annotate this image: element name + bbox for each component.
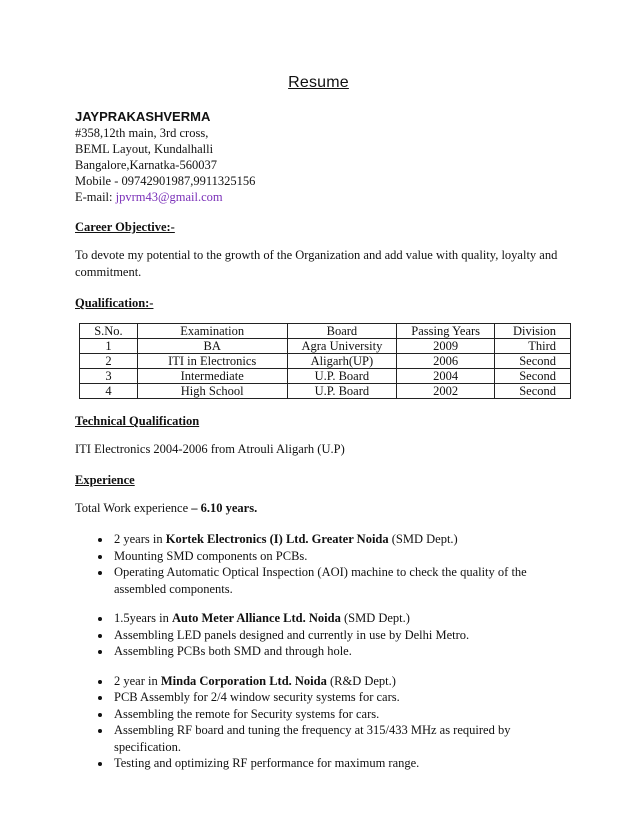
list-item: [112, 531, 562, 548]
department: (SMD Dept.): [388, 532, 458, 546]
list-item: • PCB Assembly for 2/4 window security systems for cars.: [112, 689, 562, 706]
table-cell: Second: [495, 369, 571, 384]
lead-text: 2 years in: [114, 532, 166, 546]
qualification-table: [79, 323, 571, 399]
table-cell: 2004: [397, 369, 495, 384]
page-title: Resume: [288, 74, 349, 91]
company-name: Minda Corporation Ltd. Noida: [160, 673, 327, 688]
total-experience-value: – 6.10 years.: [191, 501, 258, 515]
table-cell: Intermediate: [137, 369, 287, 384]
department: (SMD Dept.): [340, 611, 410, 625]
table-cell: High School: [137, 384, 287, 399]
table-row: [80, 384, 571, 399]
table-cell: ITI in Electronics: [137, 354, 287, 369]
table-cell: 4: [80, 384, 138, 399]
table-cell: Third: [495, 339, 571, 354]
technical-qualification-text: ITI Electronics 2004-2006 from Atrouli Aligarh (U.P): [75, 442, 345, 456]
table-cell: Aligarh(UP): [287, 354, 397, 369]
table-cell: U.P. Board: [287, 369, 397, 384]
contact-block: [75, 109, 562, 205]
table-cell: 2002: [397, 384, 495, 399]
total-experience: [75, 500, 562, 517]
list-item: • Testing and optimizing RF performance for maximum range.: [112, 755, 562, 772]
lead-text: 2 year in: [114, 673, 161, 688]
column-header: S.No.: [80, 324, 138, 339]
list-item: [112, 610, 562, 627]
lead-text: 1.5years in: [114, 611, 172, 625]
table-row: [80, 339, 571, 354]
experience-list-autometer: [75, 610, 562, 660]
table-row: [80, 369, 571, 384]
table-cell: 2009: [397, 339, 495, 354]
table-cell: 3: [80, 369, 138, 384]
career-objective-heading: Career Objective:-: [75, 220, 175, 234]
list-item: [112, 673, 562, 690]
list-item: • Assembling the remote for Security systems for cars.: [112, 706, 562, 723]
candidate-name: JAYPRAKASHVERMA: [75, 109, 211, 124]
email-label: E-mail:: [75, 190, 116, 204]
email-line: [75, 189, 562, 205]
column-header: Passing Years: [397, 324, 495, 339]
company-name: Auto Meter Alliance Ltd. Noida: [171, 611, 341, 625]
table-cell: U.P. Board: [287, 384, 397, 399]
table-cell: Agra University: [287, 339, 397, 354]
career-objective-text: To devote my potential to the growth of the Organization and add value with quality, loyalty and commitment.: [75, 248, 558, 279]
column-header: Division: [495, 324, 571, 339]
department: (R&D Dept.): [326, 673, 396, 688]
resume-page: [75, 74, 562, 772]
list-item: • Assembling PCBs both SMD and through hole.: [112, 643, 562, 660]
address-line: Bangalore,Karnatka-560037: [75, 158, 217, 172]
list-item: • Operating Automatic Optical Inspection (AOI) machine to check the quality of the assembled components.: [112, 564, 562, 597]
company-name: Kortek Electronics (I) Ltd. Greater Noida: [165, 532, 389, 546]
list-item: • Assembling LED panels designed and currently in use by Delhi Metro.: [112, 627, 562, 644]
list-item: • Mounting SMD components on PCBs.: [112, 548, 562, 565]
list-item: • Assembling RF board and tuning the frequency at 315/433 MHz as required by specification.: [112, 722, 562, 755]
column-header: Examination: [137, 324, 287, 339]
table-cell: Second: [495, 384, 571, 399]
experience-list-minda: [75, 673, 562, 772]
table-header-row: [80, 324, 571, 339]
qualification-heading: Qualification:-: [75, 296, 154, 310]
email-link[interactable]: jpvrm43@gmail.com: [115, 190, 223, 204]
column-header: Board: [287, 324, 397, 339]
address-line: #358,12th main, 3rd cross,: [75, 126, 209, 140]
table-cell: 2006: [397, 354, 495, 369]
table-cell: Second: [495, 354, 571, 369]
experience-heading: Experience: [75, 473, 135, 487]
table-cell: BA: [137, 339, 287, 354]
mobile-number: Mobile - 09742901987,9911325156: [75, 174, 256, 188]
table-cell: 1: [80, 339, 138, 354]
table-cell: 2: [80, 354, 138, 369]
total-experience-label: Total Work experience: [75, 501, 192, 515]
table-row: [80, 354, 571, 369]
experience-list-kortek: [75, 531, 562, 597]
technical-qualification-heading: Technical Qualification: [75, 414, 200, 428]
address-line: BEML Layout, Kundalhalli: [75, 142, 214, 156]
